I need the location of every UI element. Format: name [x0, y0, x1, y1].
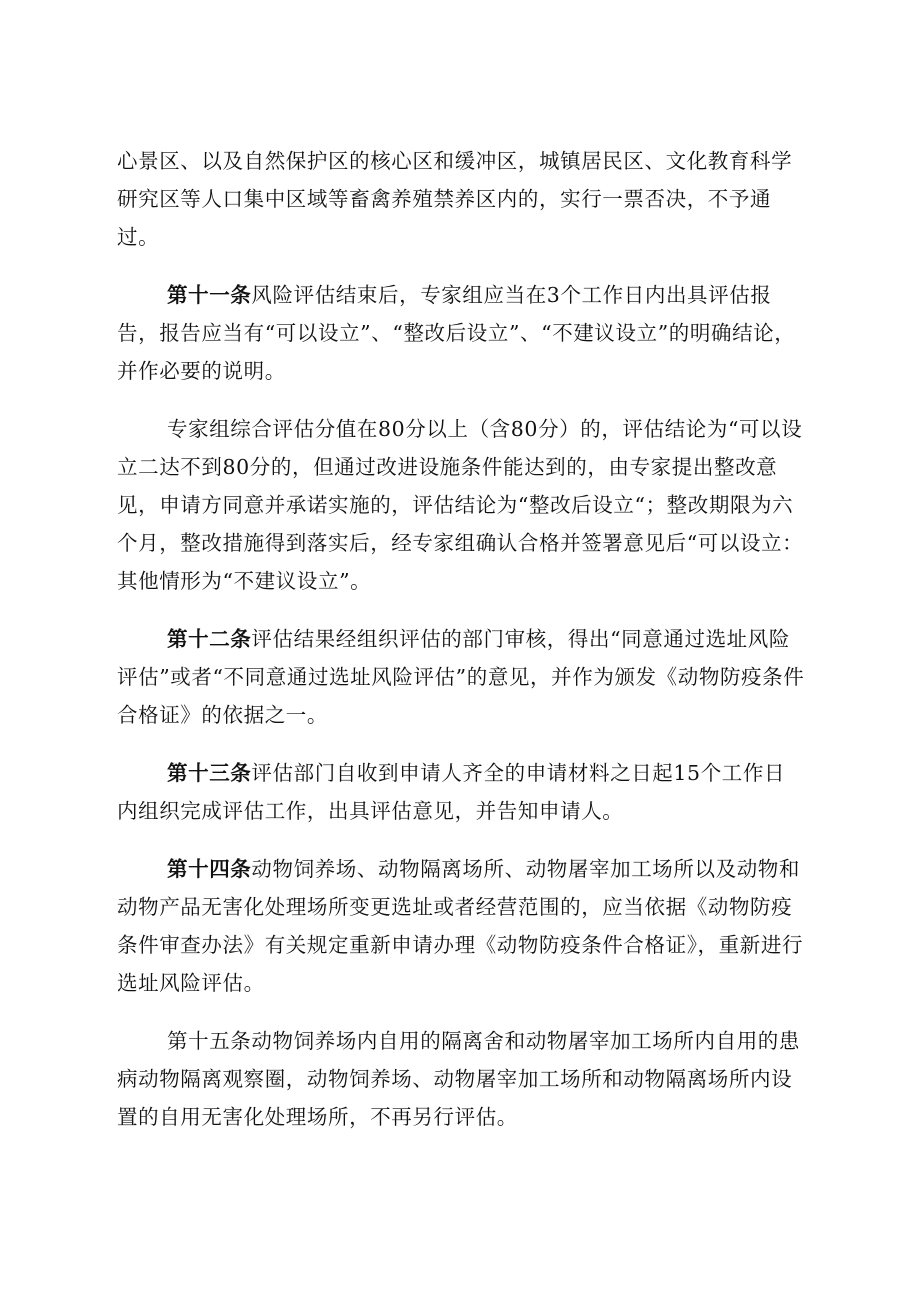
- paragraph-text: 第十五条动物饲养场内自用的隔离舍和动物屠宰加工场所内自用的患病动物隔离观察圈，动物饲养场、动物屠宰加工场所和动物隔离场所内设置的自用无害化处理场所，不再另行评估。: [117, 1029, 800, 1129]
- document-body: [117, 142, 805, 1156]
- paragraph-text: 心景区、以及自然保护区的核心区和缓冲区，城镇居民区、文化教育科学研究区等人口集中区域等畜禽养殖禁养区内的，实行一票否决，不予通过。: [117, 149, 793, 249]
- article-13: [117, 754, 805, 830]
- article-11: [117, 276, 805, 390]
- article-14: [117, 850, 805, 1002]
- paragraph-text: 评估部门自收到申请人齐全的申请材料之日起15个工作日内组织完成评估工作，出具评估意见，并告知申请人。: [117, 761, 786, 823]
- article-12: [117, 620, 805, 734]
- paragraph-text: 动物饲养场、动物隔离场所、动物屠宰加工场所以及动物和动物产品无害化处理场所变更选址或者经营范围的，应当依据《动物防疫条件审查办法》有关规定重新申请办理《动物防疫条件合格证》，重新进行选址风险评估。: [117, 857, 804, 995]
- article-heading: 第十一条: [167, 283, 252, 307]
- paragraph-text: 专家组综合评估分值在80分以上（含80分）的，评估结论为“可以设立二达不到80分的，但通过改进设施条件能达到的，由专家提出整改意见，申请方同意并承诺实施的，评估结论为“整改后设立“；整改期限为六个月，整改措施得到落实后，经专家组确认合格并签署意见后“可以设立：其他情形为“不建议设立”。: [117, 417, 804, 593]
- article-15: [117, 1022, 805, 1136]
- paragraph-text: 评估结果经组织评估的部门审核，得出“同意通过选址风险评估”或者“不同意通过选址风险评估”的意见，并作为颁发《动物防疫条件合格证》的依据之一。: [117, 627, 805, 727]
- article-heading: 第十二条: [167, 627, 252, 651]
- paragraph-text: 风险评估结束后，专家组应当在3个工作日内出具评估报告，报告应当有“可以设立”、“整改后设立”、“不建议设立”的明确结论，并作必要的说明。: [117, 283, 796, 383]
- article-heading: 第十四条: [167, 857, 252, 881]
- article-heading: 第十三条: [167, 761, 252, 785]
- paragraph-continuation: [117, 142, 805, 256]
- paragraph-scoring: [117, 410, 805, 600]
